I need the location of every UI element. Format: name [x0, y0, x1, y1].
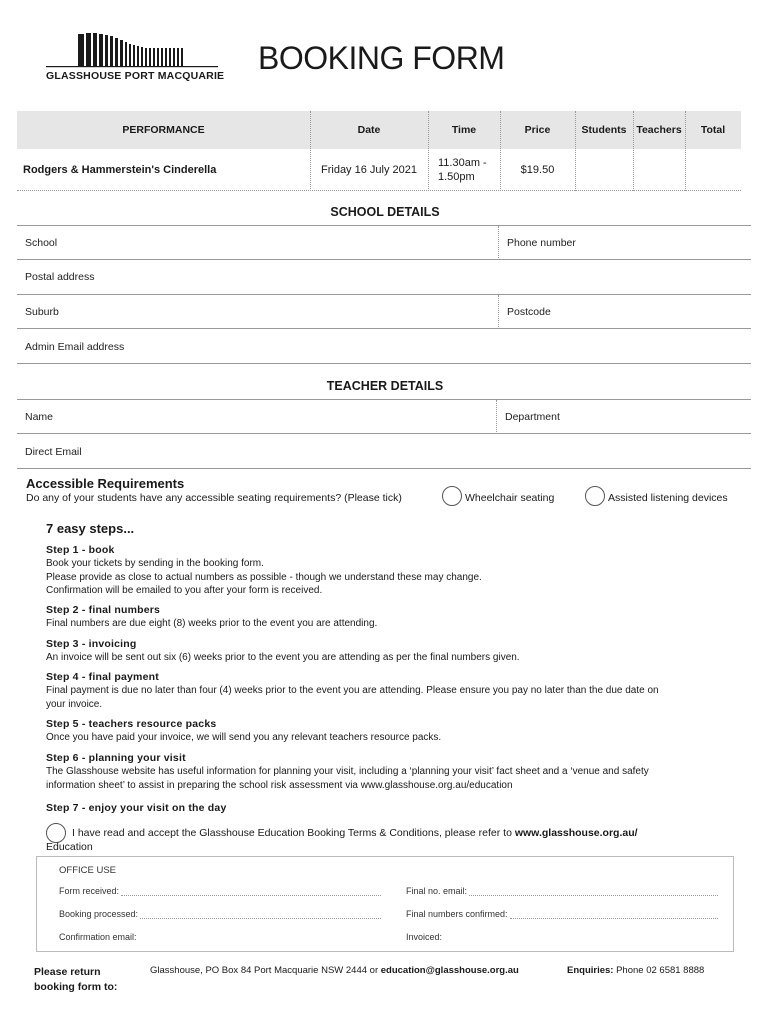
terms-link[interactable]: www.glasshouse.org.au/	[514, 827, 638, 839]
confirmation-email-label: Confirmation email:	[59, 932, 137, 942]
table-divider	[428, 111, 429, 191]
step-text: Final payment is due no later than four (4) weeks prior to the event you are attending. Please ensure you pay no later than the due date on	[46, 685, 659, 697]
wheelchair-label: Wheelchair seating	[465, 492, 555, 504]
final-no-email-row	[406, 886, 718, 896]
step-text: An invoice will be sent out six (6) weeks prior to the event you are attending as per the final numbers given.	[46, 652, 520, 664]
step-4	[46, 671, 736, 711]
step-text: Confirmation will be emailed to you after your form is received.	[46, 585, 323, 597]
page-title: BOOKING FORM	[258, 40, 505, 76]
final-numbers-confirmed-row	[406, 909, 718, 919]
department-field[interactable]: Department	[505, 411, 560, 423]
table-divider	[575, 111, 576, 191]
step-heading: Step 2 - final numbers	[46, 604, 161, 616]
field-divider	[496, 400, 497, 434]
divider	[17, 225, 751, 226]
teacher-details-title: TEACHER DETAILS	[326, 379, 444, 393]
step-text: Once you have paid your invoice, we will send you any relevant teachers resource packs.	[46, 732, 442, 744]
performance-table	[17, 111, 741, 191]
step-heading: Step 1 - book	[46, 544, 115, 556]
field-divider	[498, 295, 499, 329]
booking-processed-row	[59, 909, 381, 919]
header-students: Students	[581, 124, 627, 136]
final-numbers-confirmed-label: Final numbers confirmed:	[406, 909, 508, 919]
header-total: Total	[700, 124, 726, 136]
divider	[17, 328, 751, 329]
field-divider	[498, 226, 499, 260]
header-performance: PERFORMANCE	[122, 124, 205, 136]
step-text: Final numbers are due eight (8) weeks prior to the event you are attending.	[46, 618, 378, 630]
step-text: Please provide as close to actual numbers as possible - though we understand these may change.	[46, 571, 482, 583]
cell-total-input[interactable]	[685, 149, 741, 191]
booking-processed-label: Booking processed:	[59, 909, 139, 919]
step-heading: Step 4 - final payment	[46, 671, 159, 683]
invoiced-row	[406, 932, 718, 942]
cell-students-input[interactable]	[575, 149, 633, 191]
office-use-box	[36, 856, 734, 952]
step-7	[46, 802, 736, 815]
email-link[interactable]: education@glasshouse.org.au	[380, 965, 519, 976]
terms-link-continued[interactable]: Education	[46, 841, 93, 853]
step-heading: Step 6 - planning your visit	[46, 752, 186, 764]
form-received-row	[59, 886, 381, 896]
header-time: Time	[451, 124, 477, 136]
table-bottom-border	[17, 190, 741, 191]
header-price: Price	[524, 124, 551, 136]
cell-time-line1: 11.30am -	[438, 157, 487, 169]
step-3	[46, 638, 736, 665]
cell-price: $19.50	[520, 164, 555, 176]
return-address	[150, 965, 519, 976]
cell-date: Friday 16 July 2021	[321, 164, 417, 176]
divider	[17, 468, 751, 469]
step-5	[46, 718, 736, 745]
header-date: Date	[357, 124, 381, 136]
table-divider	[633, 111, 634, 191]
school-field[interactable]: School	[25, 237, 58, 249]
wheelchair-checkbox[interactable]	[442, 486, 462, 506]
postcode-field[interactable]: Postcode	[507, 306, 551, 318]
divider	[17, 433, 751, 434]
divider	[17, 399, 751, 400]
direct-email-field[interactable]: Direct Email	[25, 446, 82, 458]
table-divider	[500, 111, 501, 191]
school-details-title: SCHOOL DETAILS	[330, 205, 440, 219]
office-use-title: OFFICE USE	[59, 865, 117, 876]
return-line2: booking form to:	[34, 981, 118, 993]
header-teachers: Teachers	[636, 124, 682, 136]
address-text: Glasshouse, PO Box 84 Port Macquarie NSW 2444 or	[150, 965, 381, 976]
steps-title: 7 easy steps...	[46, 521, 135, 536]
listening-devices-checkbox[interactable]	[585, 486, 605, 506]
cell-teachers-input[interactable]	[633, 149, 685, 191]
cell-performance: Rodgers & Hammerstein's Cinderella	[23, 164, 217, 176]
step-text: your invoice.	[46, 698, 103, 710]
step-text: Book your tickets by sending in the booking form.	[46, 558, 264, 570]
divider	[17, 363, 751, 364]
step-heading: Step 5 - teachers resource packs	[46, 718, 217, 730]
final-no-email-label: Final no. email:	[406, 886, 468, 896]
step-text: information sheet’ to assist in preparing the school risk assessment via www.glasshouse.org.au/education	[46, 779, 513, 791]
invoiced-label: Invoiced:	[406, 932, 443, 942]
confirmation-email-row	[59, 932, 381, 942]
admin-email-field[interactable]: Admin Email address	[25, 341, 125, 353]
divider	[17, 259, 751, 260]
table-divider	[310, 111, 311, 191]
listening-devices-label: Assisted listening devices	[608, 492, 728, 504]
step-text: The Glasshouse website has useful information for planning your visit, including a ‘planning your visit’ fact sheet and a ‘venue and safety	[46, 766, 649, 778]
step-2	[46, 604, 736, 631]
form-received-label: Form received:	[59, 886, 120, 896]
step-heading: Step 7 - enjoy your visit on the day	[46, 802, 227, 814]
suburb-field[interactable]: Suburb	[25, 306, 59, 318]
cell-time	[428, 149, 500, 191]
phone-field[interactable]: Phone number	[507, 237, 576, 249]
agreement-text	[46, 826, 736, 854]
accessible-title: Accessible Requirements	[26, 476, 185, 491]
cell-time-line2: 1.50pm	[438, 171, 475, 183]
accessible-question: Do any of your students have any accessible seating requirements? (Please tick)	[26, 492, 402, 504]
enquiries	[567, 965, 704, 976]
return-line1: Please return	[34, 966, 101, 978]
table-divider	[685, 111, 686, 191]
return-instructions	[34, 965, 117, 995]
enquiries-phone: Phone 02 6581 8888	[613, 965, 705, 976]
step-heading: Step 3 - invoicing	[46, 638, 137, 650]
step-6	[46, 752, 736, 792]
postal-address-field[interactable]: Postal address	[25, 271, 95, 283]
name-field[interactable]: Name	[25, 411, 54, 423]
enquiries-label: Enquiries:	[567, 965, 614, 976]
step-1	[46, 544, 736, 598]
agreement-statement: I have read and accept the Glasshouse Education Booking Terms & Conditions, please refer to	[72, 827, 515, 839]
divider	[17, 294, 751, 295]
logo-text: GLASSHOUSE PORT MACQUARIE	[46, 70, 225, 82]
